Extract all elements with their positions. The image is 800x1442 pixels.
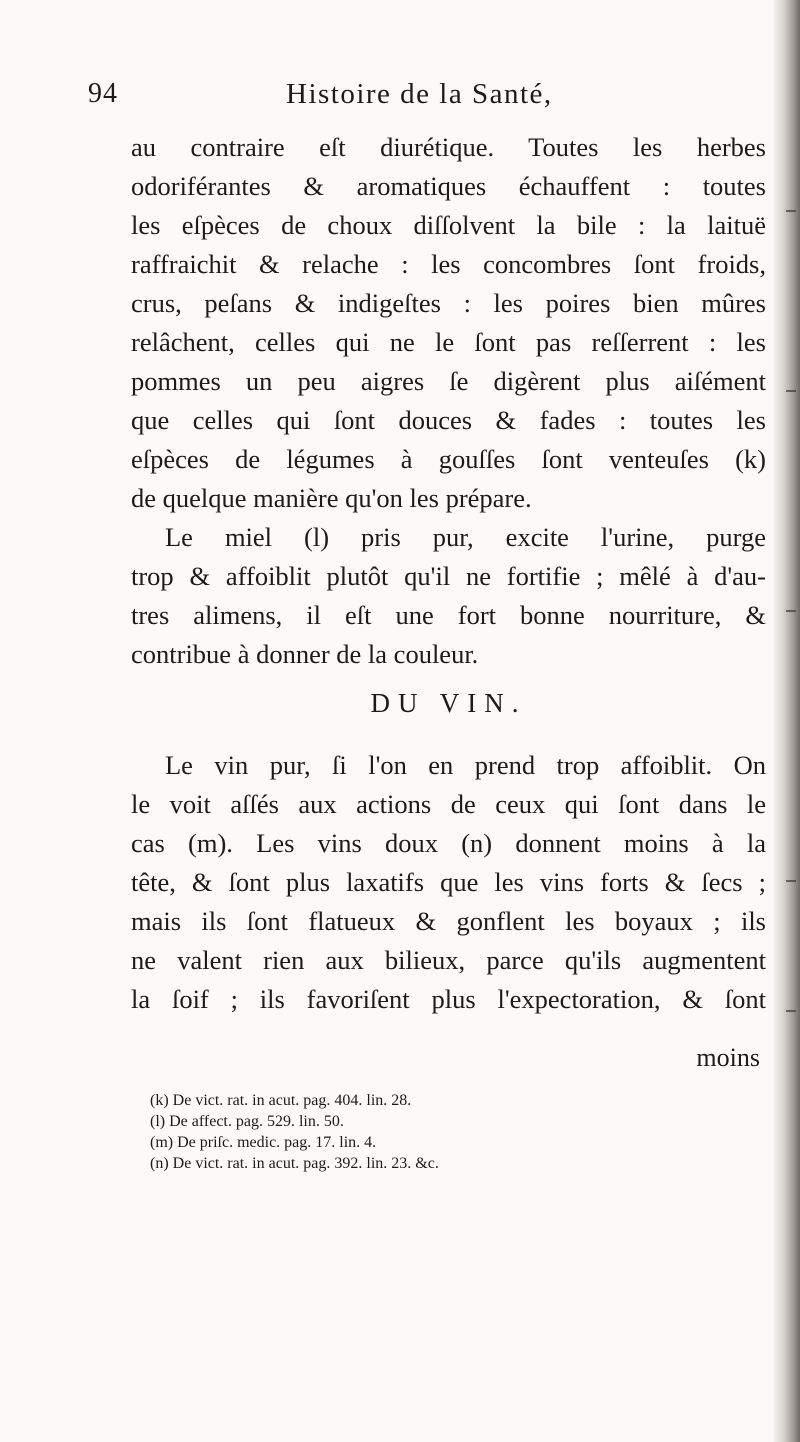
footnote: (l) De affect. pag. 529. lin. 50. (150, 1113, 344, 1130)
footnote: (n) De vict. rat. in acut. pag. 392. lin. 23. &c. (150, 1155, 439, 1172)
text-line: contribue à donner de la couleur. (131, 639, 479, 669)
text-line: mais ils ſont flatueux & gonflent les boyaux ; ils (131, 906, 766, 936)
running-head (88, 78, 708, 118)
footnote: (m) De priſc. medic. pag. 17. lin. 4. (150, 1134, 377, 1151)
text-line: Le vin pur, ſi l'on en prend trop affoiblit. On (165, 750, 766, 780)
text-line: odoriférantes & aromatiques échauffent : toutes (131, 171, 766, 201)
text-line: Le miel (l) pris pur, excite l'urine, purge (165, 522, 766, 552)
text-line: eſpèces de légumes à gouſſes ſont venteuſes (k) (131, 444, 766, 474)
footnote: (k) De vict. rat. in acut. pag. 404. lin. 28. (150, 1092, 412, 1109)
catchword: moins (696, 1043, 760, 1072)
text-line: cas (m). Les vins doux (n) donnent moins à la (131, 828, 766, 858)
text-line: raffraichit & relache : les concombres ſont froids, (131, 249, 766, 279)
text-line: que celles qui ſont douces & fades : toutes les (131, 405, 766, 435)
text-line: au contraire eſt diurétique. Toutes les herbes (131, 132, 766, 162)
text-line: trop & affoiblit plutôt qu'il ne fortifie ; mêlé à d'au- (131, 561, 766, 591)
page-number: 94 (88, 78, 118, 109)
text-line: les eſpèces de choux diſſolvent la bile : la laituë (131, 210, 766, 240)
section-heading: DU VIN. (370, 688, 527, 718)
paragraph-wine (131, 746, 766, 1019)
footnotes (150, 1090, 750, 1174)
text-line: relâchent, celles qui ne le ſont pas reſſerrent : les (131, 327, 766, 357)
text-line: ne valent rien aux bilieux, parce qu'ils augmentent (131, 945, 766, 975)
page-edge-shadow (774, 0, 800, 1442)
text-line: de quelque manière qu'on les prépare. (131, 483, 532, 513)
running-title: Histoire de la Santé, (286, 78, 553, 110)
text-line: le voit aſſés aux actions de ceux qui ſont dans le (131, 789, 766, 819)
text-line: tres alimens, il eſt une fort bonne nourriture, & (131, 600, 766, 630)
text-line: pommes un peu aigres ſe digèrent plus aiſément (131, 366, 766, 396)
text-line: tête, & ſont plus laxatifs que les vins forts & ſecs ; (131, 867, 766, 897)
text-line: la ſoif ; ils favoriſent plus l'expectoration, & ſont (131, 984, 766, 1014)
text-line: crus, peſans & indigeſtes : les poires bien mûres (131, 288, 766, 318)
paragraph-herbs (131, 128, 766, 674)
